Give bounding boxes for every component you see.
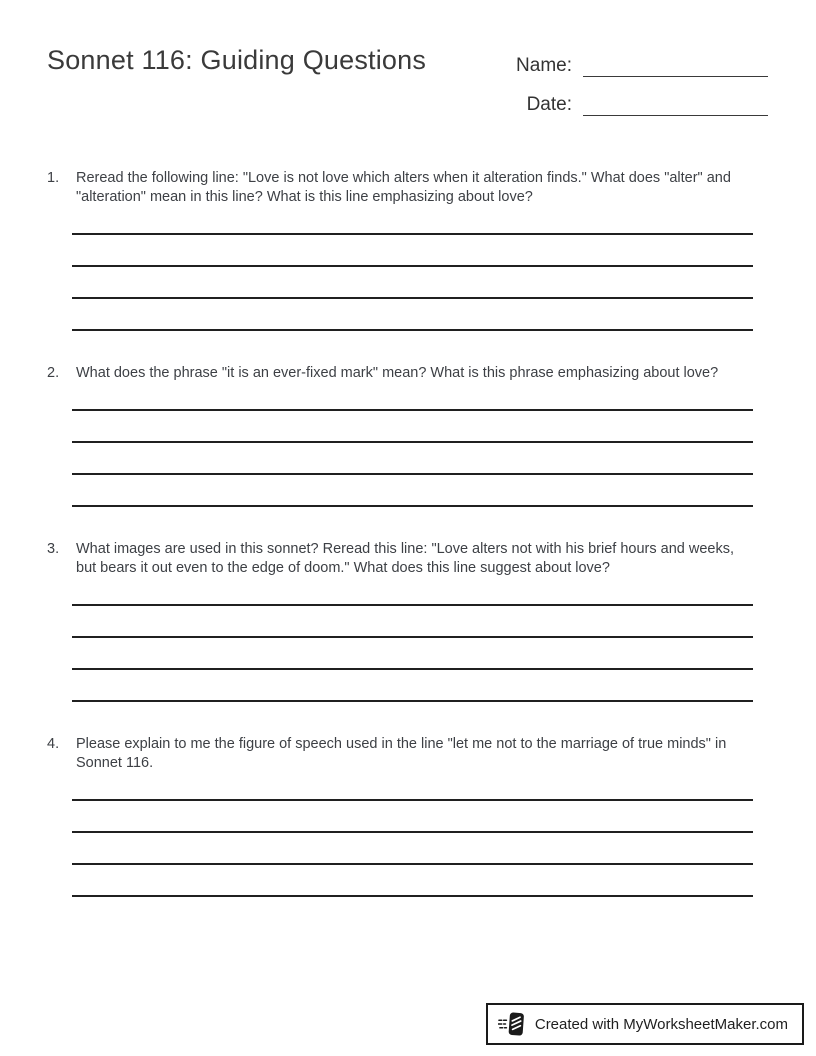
answer-line — [72, 638, 753, 670]
answer-line — [72, 299, 753, 331]
answer-line — [72, 443, 753, 475]
answer-lines — [72, 769, 753, 897]
date-label: Date: — [526, 94, 572, 115]
answer-line — [72, 379, 753, 411]
answer-line — [72, 865, 753, 897]
answer-line — [72, 606, 753, 638]
answer-line — [72, 769, 753, 801]
question-row — [47, 364, 768, 383]
answer-line — [72, 475, 753, 507]
question-text: Reread the following line: "Love is not love which alters when it alteration finds." What does "alter" and "alteration" mean in this line? What is this line emphasizing about love? — [76, 170, 731, 205]
question-number: 4. — [47, 736, 60, 752]
answer-line — [72, 203, 753, 235]
question-text: What images are used in this sonnet? Reread this line: "Love alters not with his brief hours and weeks, but bears it out even to the edge of doom." What does this line suggest about love? — [76, 541, 734, 576]
answer-line — [72, 670, 753, 702]
question-text: What does the phrase "it is an ever-fixed mark" mean? What is this phrase emphasizing about love? — [76, 365, 719, 381]
page-title: Sonnet 116: Guiding Questions — [47, 45, 427, 75]
question-number: 3. — [47, 541, 60, 557]
header — [47, 44, 768, 124]
answer-line — [72, 833, 753, 865]
answer-lines — [72, 379, 753, 507]
question-3 — [47, 540, 768, 702]
answer-line — [72, 574, 753, 606]
question-4 — [47, 735, 768, 897]
answer-lines — [72, 203, 753, 331]
date-field — [510, 85, 768, 116]
footer-badge — [486, 1003, 804, 1045]
question-row — [47, 735, 768, 773]
footer-badge-text: Created with MyWorksheetMaker.com — [534, 1015, 788, 1033]
question-number: 2. — [47, 365, 60, 381]
question-number: 1. — [47, 170, 60, 186]
question-row — [47, 169, 768, 207]
flying-worksheet-icon — [498, 1009, 528, 1039]
name-date-fields — [510, 44, 768, 124]
question-list — [47, 169, 768, 897]
name-label: Name: — [516, 55, 572, 76]
answer-lines — [72, 574, 753, 702]
date-blank-line — [583, 85, 768, 116]
question-row — [47, 540, 768, 578]
answer-line — [72, 801, 753, 833]
question-1 — [47, 169, 768, 331]
name-field — [510, 46, 768, 77]
question-2 — [47, 364, 768, 507]
name-blank-line — [583, 46, 768, 77]
answer-line — [72, 235, 753, 267]
answer-line — [72, 267, 753, 299]
answer-line — [72, 411, 753, 443]
question-text: Please explain to me the figure of speech used in the line "let me not to the marriage of true minds" in Sonnet 116. — [76, 736, 727, 771]
